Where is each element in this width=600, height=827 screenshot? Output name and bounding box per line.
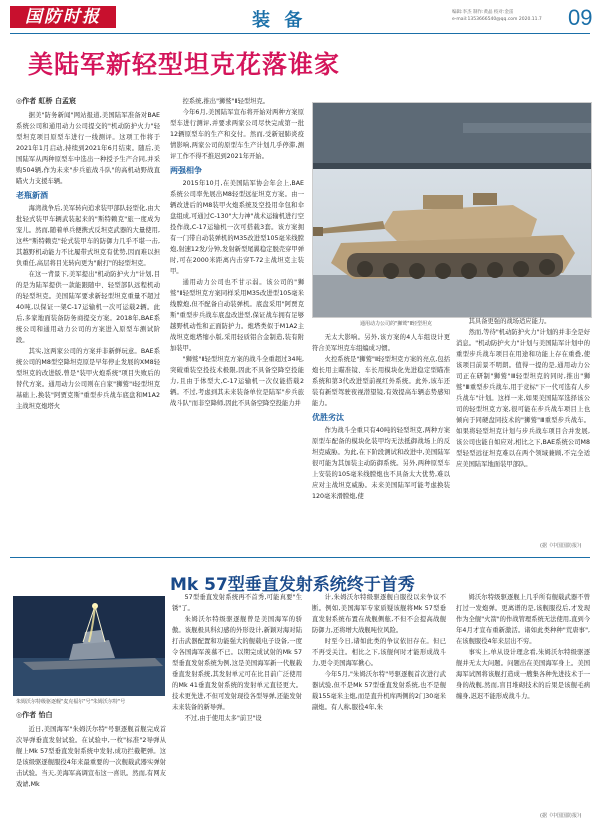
paragraph: 其实,这两家公司的方案并非新鲜玩意。BAE系统公司的M8型空降坦克原是早年停止发展的XM8轻型坦克的改进版,曾是"装甲火炮系统"项目失败后的替代方案。通用动力公司则在自家"狮鹫"Ⅰ轻型坦克基础上,换装"阿贾克斯"重型步兵战车底盘和M1A2主战坦克炮塔火 [16,348,160,410]
article-divider [10,557,590,558]
paragraph: 控系统,推出"狮鹫"Ⅱ轻型坦克。 [182,98,270,105]
paragraph: 计,朱姆沃尔特级驱逐舰自服役以来争议不断。例如,美国海军专家质疑该舰将Mk 57型垂直发射系统布置在战舰侧舷,不但不会提高战舰防御力,还将增大战舰吨位风险。 [312,594,446,634]
email-date-line: e-mail:1353666540@qq.com 2020.11.7 [452,17,542,22]
tank-illustration [313,103,591,317]
ship-photo [13,596,165,696]
article2-column-3 [312,592,446,824]
article1-title: 美陆军新轻型坦克花落谁家 [28,50,341,79]
article2-column-4 [456,592,590,806]
paragraph: 近日,美国海军"朱姆沃尔特"号驱逐舰首舰完成首次导弹垂直发射试验。在试验中,一枚"标准"2导弹从舰上Mk 57型垂直发射系统中发射,成功拦截靶弹。这是该级驱逐舰服役4年来最重要的一次舰载武器实弹射击试验。当天,美海军高调宣布这一喜讯。然而,有网友戏谑,Mk [16,726,166,788]
article2-title: Mk 57型垂直发射系统终于首秀 [170,575,415,595]
page-number: 09 [568,5,593,30]
paragraph: 今年6月,美国陆军宣布将开始对两种方案原型车进行测评,并要求两家公司尽快完成第一批12辆原型车的生产和交付。然而,受新冠肺炎疫情影响,两家公司的原型车生产计划几乎停滞,测评工作不得不推迟到2021年开始。 [170,109,304,160]
tank-photo-caption: 通用动力公司的"狮鹫"Ⅱ轻型坦克 [360,321,433,327]
ship-photo-caption: 朱姆沃尔特级驱逐舰"麦克福尔"号"朱姆沃尔特"号 [16,699,126,705]
article1-source: (据《中国国防报》) [540,543,582,549]
editor-line: 编辑:李杰 制作:黄晶 校对:金雷 [452,10,514,15]
article2-column-1 [16,724,166,824]
subheading: 老瓶新酒 [16,191,48,200]
newspaper-logo: 国防时报 [10,6,116,28]
paragraph: 事实上,单从设计理念看,朱姆沃尔特级驱逐舰并无太大问题。问题出在美国海军身上。美国海军试图将该舰打造成一艘集各种先进技术于一身的战舰,然而,盲目堆砌技术的后果是该舰毛病缠身,迟迟不能形成战斗力。 [456,649,590,700]
paragraph: 然而,等待"机动防护火力"计划的并非全是好消息。"机动防护火力"计划与美国陆军计划中的重型步兵战车项目在用途和功能上存在重叠,使该项目前景不明朗。值得一提的是,通用动力公司正在研制"狮鹫"Ⅲ轻型坦克的同时,推出"狮鹫"Ⅲ重型步兵战车,用于竞标"下一代可选有人步兵战车"计划。这样一来,如果美国陆军选择该公司的轻型坦克方案,很可能在步兵战车项目上也倾向于同硬盘同技术的"狮鹫"Ⅲ重型步兵战车。如果将轻型坦克计划与步兵战车项目合并发展,该公司也能自如应对,相比之下,BAE系统公司M8型轻型远征坦克难以在两个领域兼顾,不完全适应美国陆军地面装甲部队。 [456,329,590,468]
paragraph: 据美"防务新闻"网站报道,美国陆军准备对BAE系统公司和通用动力公司提交的"机动防护火力"轻型坦克项目原型车进行一线测评。这项工作将于2021年1月启动,持续到2021年6月结束。随后,美国陆军从两种原型车中选出一种授予生产合同,并采购504辆,作为未来"步兵旅战斗队"的高机动野战直瞄火力支援车辆。 [16,112,160,185]
page-header [0,0,600,40]
paragraph: 姆沃尔特级驱逐舰上几乎所有舰载武器不曾打过一发炮弹。更离谱的是,该舰服役后,才发现作为全舰"火箭"的作战管理系统无法使用,直到今年4月才宣布重新激活。诸如此类种种"荒唐事",在该舰服役4年来层出不穷。 [456,594,590,645]
subheading: 优胜劣汰 [312,413,344,422]
paragraph: 无太大影响。另外,该方案的4人车组设计更符合美军坦克车组编成习惯。 [312,334,450,352]
tank-photo [312,102,592,318]
paragraph: 其具备更强的战场适应能力。 [468,318,551,325]
article1-column-2 [170,96,304,550]
ship-illustration [13,596,165,696]
paragraph: 通用动力公司也不甘示弱。该公司的"狮鹫"Ⅱ轻型坦克方案同样采用M35改进型105毫米线膛炮,但不配备自动装弹机。底盘采用"阿贾克斯"重型步兵战车底盘改进型,保证战车拥有足够越野机动性和正面防护力。炮塔类似于M1A2主战坦克炮塔缩小版,采用轻质铝合金制造,装有附加装甲。 [170,279,304,352]
paragraph: 在这一背景下,美军提出"机动防护火力"计划,目的是为陆军提供一款能跟随中、轻型部队远程机动的轻型坦克。美国陆军要求新轻型坦克重量不超过40吨,以保证一架C-17运输机一次可运载2辆。此后,多家地面装备防务商提交方案。2018年,BAE系统公司和通用动力公司的方案进入原型车测试阶段。 [16,271,160,344]
subheading: 两强相争 [170,166,202,175]
article1-byline: ◎作者 虹桥 白孟宸 [16,97,76,105]
paragraph: 火控系统是"狮鹫"Ⅱ轻型坦克方案的亮点,包括炮长用主瞄准镜、车长用模块化先进稳定型瞄准系统和第3代改进型前视红外系统。此外,该车还装有新型驾驶夜视潜望镜,有效提高车辆态势感知能力。 [312,356,450,407]
header-meta [452,9,570,23]
paragraph: 作为战斗全重只有40吨的轻型坦克,两种方案原型车配备的模块化装甲均无法抵御战场上的反坦克威胁。为此,在下阶段测试和改进中,美国陆军很可能为其加装主动防御系统。另外,两种原型车上安装的105毫米线膛炮也不具备太大优势,难以应对主战坦克威胁。未来美国陆军可能考虑换装120毫米滑膛炮,使 [312,427,450,500]
paragraph: 57型垂直发射系统再不首秀,可能真要"生锈"了。 [172,594,302,612]
article2-source: (据《中国国防报》) [540,813,582,819]
article2-byline: ◎作者 怡白 [16,711,53,719]
paragraph: 朱姆沃尔特级驱逐舰曾是美国海军的骄傲。该舰极具科幻感的外形设计,新颖对海对陆打击武器配置和功能强大的舰载电子设备,一度令各国海军羡慕不已。以期完成试射的Mk 57型垂直发射系统为例,这是美国海军新一代舰载垂直发射系统,其发射单元可在比目前广泛使用的Mk 41垂直发射系统的发射单元直径更大。技术更先进,不但可发射现役各型导弹,还能发射未来装备的新导弹。 [172,616,302,711]
article2-column-2 [172,592,302,824]
paragraph: 今年5月,"朱姆沃尔特"号驱逐舰首次进行武器试验,但不是Mk 57型垂直发射系统,也不是舰载155毫米主炮,而是直升机库两侧的2门30毫米副炮。有人称,服役4年,朱 [312,671,446,711]
section-title: 装 备 [252,10,307,31]
article1-column-3 [312,332,450,550]
paragraph: 2015年10月,在美国陆军协会年会上,BAE系统公司率先展出M8轻型远征坦克方案。由一辆改进后的M8装甲火炮系统及空投用伞包和伞盘组成,可通过C-130"大力神"战术运输机进行空投作战,C-17运输机一次可搭载3套。该方案拥有一门带自动装弹机的M35改进型105毫米线膛炮,射速12发/分钟,发射新型尾翼稳定脱壳穿甲弹时,可在2000米距离内击穿T-72主战坦克主装甲。 [170,180,304,275]
article1-column-1 [16,110,160,550]
paragraph: 时至今日,诸如此类的争议依旧存在。但已不再受关注。相比之下,该舰何时才能形成战斗力,更令美国海军揪心。 [312,638,446,667]
paragraph: "狮鹫"Ⅱ轻型坦克方案的战斗全重超过34吨,突破重装空投技术极限,因此不具备空降空投能力,且由于体型大,C-17运输机一次仅能搭载2辆。不过,考虑到其未来装备单位是陆军"步兵旅战斗队"而非空降师,因此不具备空降空投能力并 [170,356,304,407]
article1-column-4 [456,316,590,536]
paragraph: 海湾战争后,美军转向追求装甲部队轻型化,由大批轻式装甲车辆武装起来的"斯特赖克"旅一度成为宠儿。然而,随着单兵便携式反坦克武器的大量使用,这些"斯特赖克"轮式装甲车的防御力几乎不堪一击,其越野机动能力不比履带式坦克有优势,因而难以担负重任,高层将目光转向更为"耐打"的轻型坦克。 [16,205,160,267]
paragraph: 不过,由于使用太多"前卫"设 [184,715,262,722]
header-rule [10,33,590,34]
